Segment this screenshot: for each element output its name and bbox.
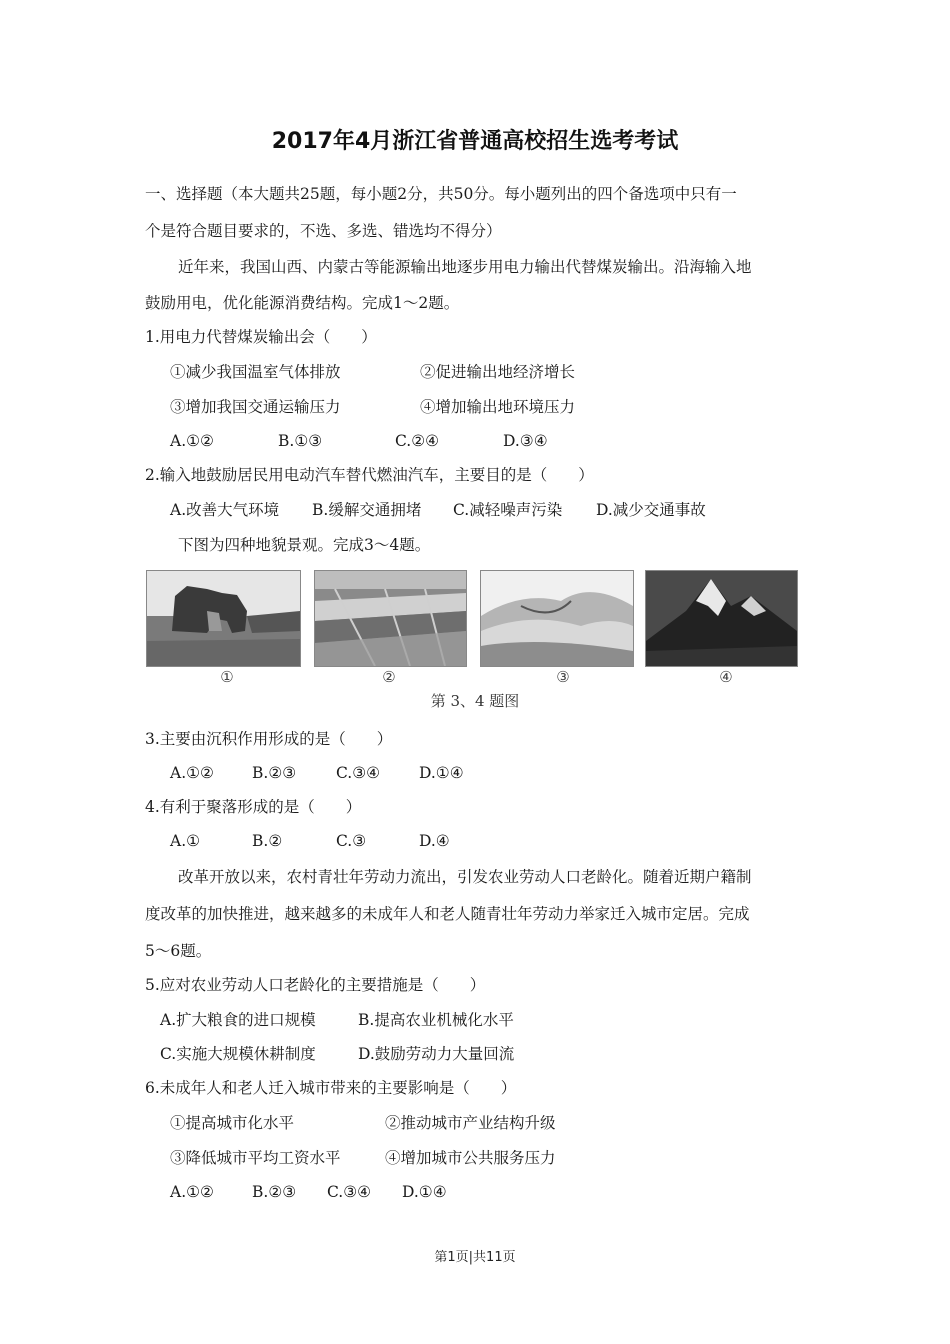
landform-photo-alluvial-plain (314, 570, 467, 667)
passage3-line2: 度改革的加快推进，越来越多的未成年人和老人随青壮年劳动力举家迁入城市定居。完成 (145, 905, 750, 923)
question-6-option-d[interactable]: D.①④ (402, 1183, 447, 1201)
question-1-option-b[interactable]: B.①③ (278, 432, 323, 450)
question-1-stem: 1.用电力代替煤炭输出会（ ） (145, 328, 377, 346)
question-3-option-a[interactable]: A.①② (170, 764, 214, 782)
question-3-stem: 3.主要由沉积作用形成的是（ ） (145, 730, 393, 748)
question-5-stem: 5.应对农业劳动人口老龄化的主要措施是（ ） (145, 976, 486, 994)
landform-photo-sand-dunes (480, 570, 634, 667)
figure-label-4: ④ (719, 668, 733, 686)
passage1-line1: 近年来，我国山西、内蒙古等能源输出地逐步用电力输出代替煤炭输出。沿海输入地 (178, 258, 752, 276)
question-4-option-d[interactable]: D.④ (419, 832, 450, 850)
figure-caption: 第 3、4 题图 (430, 692, 520, 710)
figure-label-3: ③ (556, 668, 570, 686)
question-2-stem: 2.输入地鼓励居民用电动汽车替代燃油汽车，主要目的是（ ） (145, 466, 594, 484)
question-4-stem: 4.有利于聚落形成的是（ ） (145, 798, 362, 816)
question-1-statement-1: ①减少我国温室气体排放 (170, 363, 341, 381)
question-5-option-d[interactable]: D.鼓励劳动力大量回流 (358, 1045, 515, 1063)
question-6-statement-1: ①提高城市化水平 (170, 1114, 295, 1132)
section-intro-line2: 个是符合题目要求的，不选、多选、错选均不得分） (145, 222, 502, 240)
question-4-option-c[interactable]: C.③ (336, 832, 367, 850)
passage3-line3: 5～6题。 (145, 942, 212, 960)
question-6-statement-4: ④增加城市公共服务压力 (385, 1149, 556, 1167)
landform-photo-snow-mountain (645, 570, 798, 667)
passage1-line2: 鼓励用电，优化能源消费结构。完成1～2题。 (145, 294, 460, 312)
question-3-option-b[interactable]: B.②③ (252, 764, 297, 782)
landform-photo-coastal-cliff (146, 570, 301, 667)
figure-label-2: ② (382, 668, 396, 686)
question-1-option-a[interactable]: A.①② (170, 432, 214, 450)
question-2-option-c[interactable]: C.减轻噪声污染 (453, 501, 563, 519)
question-6-option-b[interactable]: B.②③ (252, 1183, 297, 1201)
passage2-text: 下图为四种地貌景观。完成3～4题。 (178, 536, 431, 554)
question-4-option-a[interactable]: A.① (170, 832, 201, 850)
question-1-statement-2: ②促进输出地经济增长 (420, 363, 576, 381)
question-1-option-c[interactable]: C.②④ (395, 432, 440, 450)
question-6-stem: 6.未成年人和老人迁入城市带来的主要影响是（ ） (145, 1079, 517, 1097)
question-6-option-c[interactable]: C.③④ (327, 1183, 372, 1201)
question-6-option-a[interactable]: A.①② (170, 1183, 214, 1201)
question-3-option-d[interactable]: D.①④ (419, 764, 464, 782)
question-2-option-b[interactable]: B.缓解交通拥堵 (312, 501, 422, 519)
section-intro-line1: 一、选择题（本大题共25题，每小题2分，共50分。每小题列出的四个备选项中只有一 (145, 185, 737, 203)
question-5-option-a[interactable]: A.扩大粮食的进口规模 (160, 1011, 316, 1029)
question-6-statement-2: ②推动城市产业结构升级 (385, 1114, 556, 1132)
question-1-statement-3: ③增加我国交通运输压力 (170, 398, 341, 416)
question-5-option-c[interactable]: C.实施大规模休耕制度 (160, 1045, 316, 1063)
question-1-statement-4: ④增加输出地环境压力 (420, 398, 576, 416)
question-2-option-a[interactable]: A.改善大气环境 (170, 501, 280, 519)
passage3-line1: 改革开放以来，农村青壮年劳动力流出，引发农业劳动人口老龄化。随着近期户籍制 (178, 868, 752, 886)
question-2-option-d[interactable]: D.减少交通事故 (596, 501, 706, 519)
question-4-option-b[interactable]: B.② (252, 832, 283, 850)
page-title: 2017年4月浙江省普通高校招生选考考试 (271, 129, 679, 154)
page-footer: 第1页|共11页 (434, 1250, 516, 1265)
question-1-option-d[interactable]: D.③④ (503, 432, 548, 450)
question-5-option-b[interactable]: B.提高农业机械化水平 (358, 1011, 514, 1029)
question-6-statement-3: ③降低城市平均工资水平 (170, 1149, 341, 1167)
figure-label-1: ① (220, 668, 234, 686)
question-3-option-c[interactable]: C.③④ (336, 764, 381, 782)
